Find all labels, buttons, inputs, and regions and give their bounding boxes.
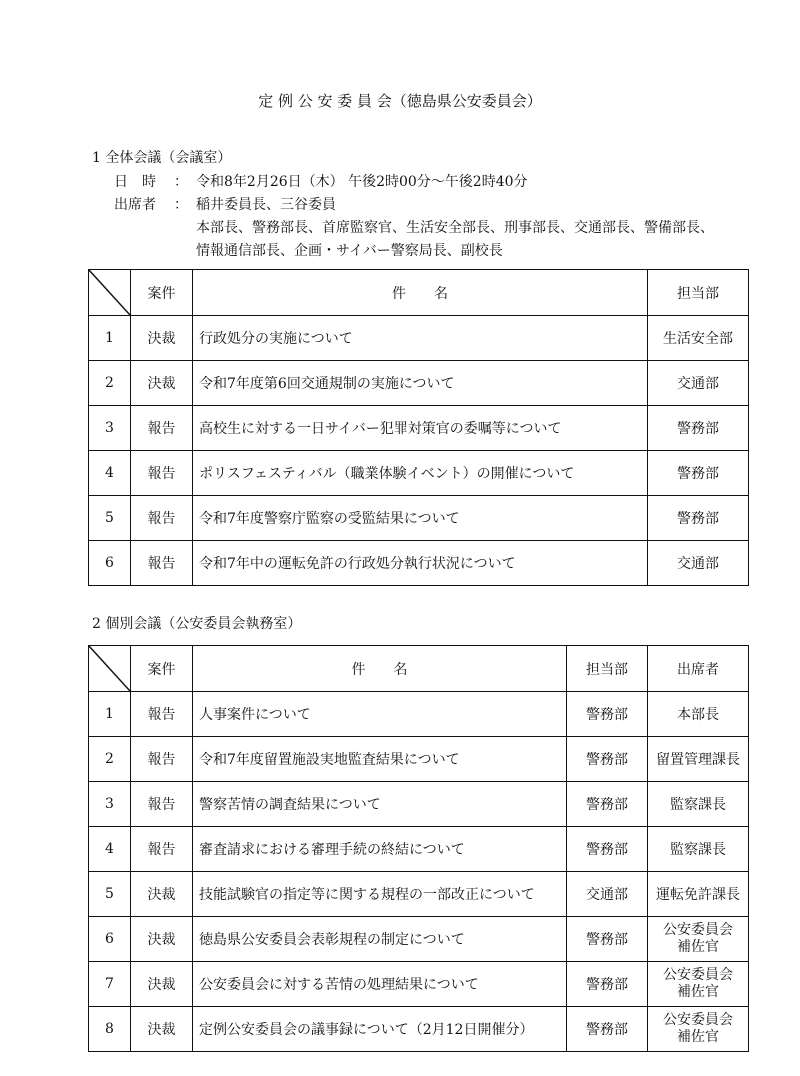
row-type: 決裁	[131, 917, 193, 962]
row-subject: 令和7年中の運転免許の行政処分執行状況について	[193, 541, 648, 586]
attendees-separator: ：	[174, 197, 188, 213]
table-row	[89, 316, 749, 361]
header-subject: 件 名	[193, 646, 567, 692]
corner-cell	[89, 270, 131, 316]
row-attendee	[648, 917, 749, 962]
row-type: 決裁	[131, 361, 193, 406]
table-row	[89, 692, 749, 737]
header-type: 案件	[131, 270, 193, 316]
header-attendee: 出席者	[648, 646, 749, 692]
header-dept: 担当部	[567, 646, 648, 692]
table-row	[89, 737, 749, 782]
table-header-row	[89, 270, 749, 316]
row-number: 7	[89, 962, 131, 1007]
header-dept: 担当部	[648, 270, 749, 316]
table-header-row	[89, 646, 749, 692]
row-subject: 審査請求における審理手続の終結について	[193, 827, 567, 872]
row-number: 2	[89, 737, 131, 782]
row-type: 報告	[131, 496, 193, 541]
row-number: 2	[89, 361, 131, 406]
table-row	[89, 361, 749, 406]
row-number: 6	[89, 541, 131, 586]
date-value: 令和8年2月26日（木） 午後2時00分～午後2時40分	[196, 174, 528, 190]
row-attendee-line-2: 補佐官	[677, 1029, 719, 1045]
row-dept: 交通部	[648, 361, 749, 406]
row-attendee-line-2: 補佐官	[677, 939, 719, 955]
section2-heading: 2 個別会議（公安委員会執務室）	[92, 616, 302, 632]
row-dept: 警務部	[648, 406, 749, 451]
row-type: 報告	[131, 827, 193, 872]
row-number: 5	[89, 872, 131, 917]
attendees-line-3: 情報通信部長、企画・サイバー警察局長、副校長	[196, 243, 503, 259]
row-type: 報告	[131, 406, 193, 451]
row-number: 8	[89, 1007, 131, 1052]
row-dept: 交通部	[567, 872, 648, 917]
header-subject: 件 名	[193, 270, 648, 316]
corner-cell	[89, 646, 131, 692]
row-dept: 警務部	[567, 827, 648, 872]
date-label: 日 時	[114, 174, 156, 190]
row-attendee-line-1: 公安委員会	[663, 922, 733, 938]
header-type: 案件	[131, 646, 193, 692]
row-attendee: 監察課長	[648, 782, 749, 827]
row-dept: 警務部	[648, 451, 749, 496]
row-dept: 警務部	[567, 962, 648, 1007]
row-subject: 技能試験官の指定等に関する規程の一部改正について	[193, 872, 567, 917]
row-number: 3	[89, 406, 131, 451]
row-type: 決裁	[131, 872, 193, 917]
row-dept: 警務部	[648, 496, 749, 541]
attendees-line-1: 稲井委員長、三谷委員	[196, 197, 336, 213]
row-type: 報告	[131, 451, 193, 496]
row-type: 決裁	[131, 316, 193, 361]
row-attendee: 監察課長	[648, 827, 749, 872]
general-meeting-table	[88, 269, 749, 586]
table-row	[89, 917, 749, 962]
row-type: 決裁	[131, 1007, 193, 1052]
attendees-line-2: 本部長、警務部長、首席監察官、生活安全部長、刑事部長、交通部長、警備部長、	[196, 220, 714, 236]
row-attendee: 運転免許課長	[648, 872, 749, 917]
row-subject: 令和7年度警察庁監察の受監結果について	[193, 496, 648, 541]
row-subject: 定例公安委員会の議事録について（2月12日開催分）	[193, 1007, 567, 1052]
table-row	[89, 496, 749, 541]
row-number: 5	[89, 496, 131, 541]
row-dept: 警務部	[567, 692, 648, 737]
section1-heading: 1 全体会議（会議室）	[92, 150, 232, 166]
table-row	[89, 782, 749, 827]
row-subject: 徳島県公安委員会表彰規程の制定について	[193, 917, 567, 962]
row-subject: 人事案件について	[193, 692, 567, 737]
row-type: 報告	[131, 692, 193, 737]
table-row	[89, 1007, 749, 1052]
table-row	[89, 451, 749, 496]
table-row	[89, 541, 749, 586]
table-row	[89, 827, 749, 872]
row-number: 6	[89, 917, 131, 962]
row-attendee: 留置管理課長	[648, 737, 749, 782]
row-number: 4	[89, 451, 131, 496]
row-subject: ポリスフェスティバル（職業体験イベント）の開催について	[193, 451, 648, 496]
row-number: 3	[89, 782, 131, 827]
row-attendee-line-1: 公安委員会	[663, 1012, 733, 1028]
row-type: 報告	[131, 737, 193, 782]
row-number: 4	[89, 827, 131, 872]
table-row	[89, 962, 749, 1007]
row-type: 報告	[131, 782, 193, 827]
row-dept: 警務部	[567, 737, 648, 782]
page-title: 定 例 公 安 委 員 会（徳島県公安委員会）	[258, 92, 542, 110]
row-number: 1	[89, 692, 131, 737]
row-subject: 高校生に対する一日サイバー犯罪対策官の委嘱等について	[193, 406, 648, 451]
row-type: 報告	[131, 541, 193, 586]
table-row	[89, 406, 749, 451]
attendees-label: 出席者	[114, 197, 156, 213]
row-subject: 公安委員会に対する苦情の処理結果について	[193, 962, 567, 1007]
row-dept: 警務部	[567, 782, 648, 827]
row-subject: 令和7年度留置施設実地監査結果について	[193, 737, 567, 782]
date-separator: ：	[174, 174, 188, 190]
row-number: 1	[89, 316, 131, 361]
row-dept: 交通部	[648, 541, 749, 586]
row-attendee: 本部長	[648, 692, 749, 737]
row-dept: 生活安全部	[648, 316, 749, 361]
row-dept: 警務部	[567, 917, 648, 962]
row-attendee	[648, 1007, 749, 1052]
row-attendee-line-2: 補佐官	[677, 984, 719, 1000]
row-type: 決裁	[131, 962, 193, 1007]
row-subject: 行政処分の実施について	[193, 316, 648, 361]
table-row	[89, 872, 749, 917]
row-attendee	[648, 962, 749, 1007]
row-dept: 警務部	[567, 1007, 648, 1052]
row-subject: 令和7年度第6回交通規制の実施について	[193, 361, 648, 406]
row-attendee-line-1: 公安委員会	[663, 967, 733, 983]
row-subject: 警察苦情の調査結果について	[193, 782, 567, 827]
individual-meeting-table	[88, 645, 749, 1052]
